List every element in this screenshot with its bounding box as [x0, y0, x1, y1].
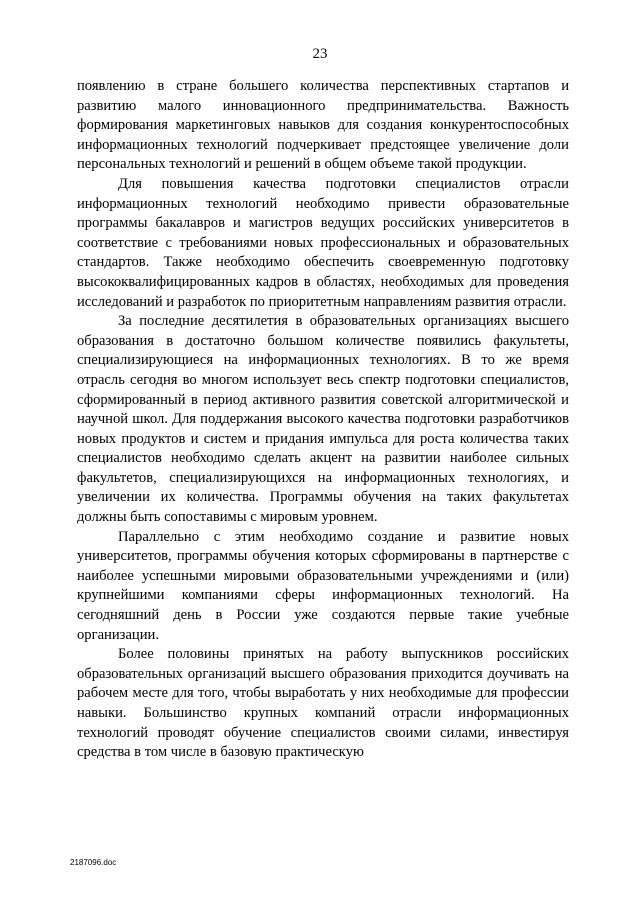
- paragraph: Более половины принятых на работу выпускников российских образовательных организаций высшего образования приходится доучивать на рабочем месте для того, чтобы выработать у них необходимые для профессии навыки. Большинство крупных компаний отрасли информационных технологий проводят обучение специалистов своими силами, инвестируя средства в том числе в базовую практическую: [77, 646, 569, 761]
- paragraph: За последние десятилетия в образовательных организациях высшего образования в достаточно большом количестве появились факультеты, специализирующиеся на информационных технологиях. В то же время отрасль сегодня во многом использует весь спектр подготовки специалистов, сформированный в период активного развития советской алгоритмической и научной школ. Для поддержания высокого качества подготовки разработчиков новых продуктов и систем и придания импульса для роста количества таких специалистов необходимо сделать акцент на развитии наиболее сильных факультетов, специализирующихся на информационных технологиях, и увеличении их количества. Программы обучения на таких факультетах должны быть сопоставимы с мировым уровнем.: [77, 313, 569, 526]
- paragraph: Параллельно с этим необходимо создание и развитие новых университетов, программы обучения которых сформированы в партнерстве с наиболее успешными мировыми образовательными учреждениями и (или) крупнейшими компаниями сферы информационных технологий. На сегодняшний день в России уже создаются первые такие учебные организации.: [77, 528, 569, 643]
- paragraph: Для повышения качества подготовки специалистов отрасли информационных технологий необходимо привести образовательные программы бакалавров и магистров ведущих российских университетов в соответствие с требованиями новых профессиональных и образовательных стандартов. Также необходимо обеспечить своевременную подготовку высококвалифицированных кадров в областях, необходимых для проведения исследований и разработок по приоритетным направлениям развития отрасли.: [77, 175, 569, 310]
- paragraph: появлению в стране большего количества перспективных стартапов и развитию малого инновационного предпринимательства. Важность формирования маркетинговых навыков для создания конкурентоспособных информационных технологий подчеркивает предстоящее увеличение доли персональных технологий и решений в общем объеме такой продукции.: [77, 78, 569, 173]
- footer-filename: 2187096.doc: [70, 858, 117, 867]
- body-text: [77, 77, 569, 763]
- page-number: 23: [312, 46, 328, 62]
